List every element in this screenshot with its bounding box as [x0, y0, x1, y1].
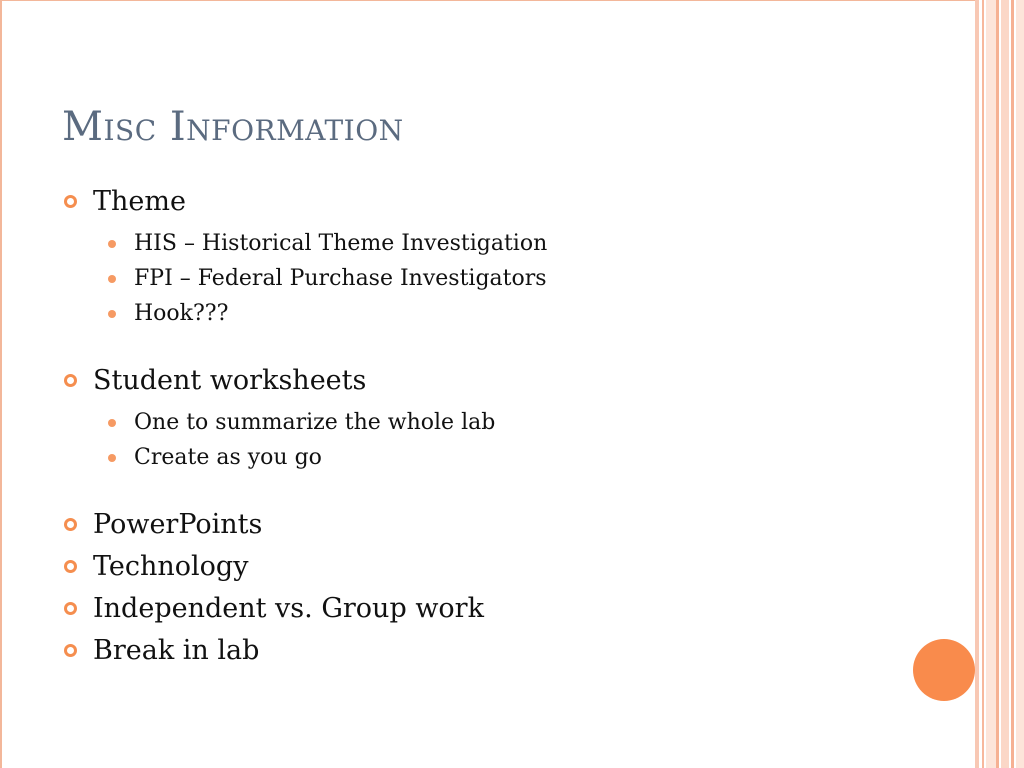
- decorative-stripe: [1001, 0, 1009, 768]
- bullet-item-powerpoints: [62, 505, 942, 545]
- hollow-circle-icon: [64, 374, 77, 387]
- hollow-circle-icon: [64, 518, 77, 531]
- hollow-circle-icon: [64, 560, 77, 573]
- decorative-stripe: [982, 0, 984, 768]
- sub-bullet-item: [62, 440, 942, 475]
- filled-dot-icon: [108, 454, 116, 462]
- bullet-label: Independent vs. Group work: [93, 593, 484, 624]
- hollow-circle-icon: [64, 644, 77, 657]
- bullet-label: Break in lab: [93, 635, 260, 666]
- sub-bullet-label: FPI – Federal Purchase Investigators: [134, 266, 547, 291]
- bullet-item-independent-vs-group: [62, 589, 942, 629]
- sub-bullet-item: [62, 296, 942, 331]
- bullet-item-technology: [62, 547, 942, 587]
- decorative-stripe: [1016, 0, 1024, 768]
- decorative-stripe: [986, 0, 996, 768]
- filled-dot-icon: [108, 240, 116, 248]
- bullet-item-student-worksheets: [62, 361, 942, 401]
- bullet-label: Technology: [93, 551, 249, 582]
- bullet-list: [62, 182, 942, 671]
- orange-circle-icon: [913, 639, 975, 701]
- slide-frame-top: [0, 0, 975, 1]
- sub-bullet-label: One to summarize the whole lab: [134, 410, 496, 435]
- filled-dot-icon: [108, 310, 116, 318]
- spacer: [62, 475, 942, 505]
- bullet-item-break-in-lab: [62, 631, 942, 671]
- decorative-stripe: [1011, 0, 1014, 768]
- bullet-label: PowerPoints: [93, 509, 263, 540]
- sub-bullet-item: [62, 226, 942, 261]
- filled-dot-icon: [108, 275, 116, 283]
- sub-bullet-label: HIS – Historical Theme Investigation: [134, 231, 548, 256]
- decorative-stripe: [975, 0, 979, 768]
- sub-bullet-list: [62, 405, 942, 475]
- decorative-stripe: [996, 0, 999, 768]
- bullet-item-theme: [62, 182, 942, 222]
- bullet-label: Student worksheets: [93, 365, 367, 396]
- sub-bullet-item: [62, 405, 942, 440]
- sub-bullet-list: [62, 226, 942, 331]
- filled-dot-icon: [108, 419, 116, 427]
- spacer: [62, 331, 942, 361]
- hollow-circle-icon: [64, 195, 77, 208]
- slide-title: Misc Information: [62, 104, 404, 150]
- slide-frame-left: [0, 0, 2, 768]
- sub-bullet-item: [62, 261, 942, 296]
- sub-bullet-label: Create as you go: [134, 445, 322, 470]
- hollow-circle-icon: [64, 602, 77, 615]
- sub-bullet-label: Hook???: [134, 301, 229, 326]
- bullet-label: Theme: [93, 186, 186, 217]
